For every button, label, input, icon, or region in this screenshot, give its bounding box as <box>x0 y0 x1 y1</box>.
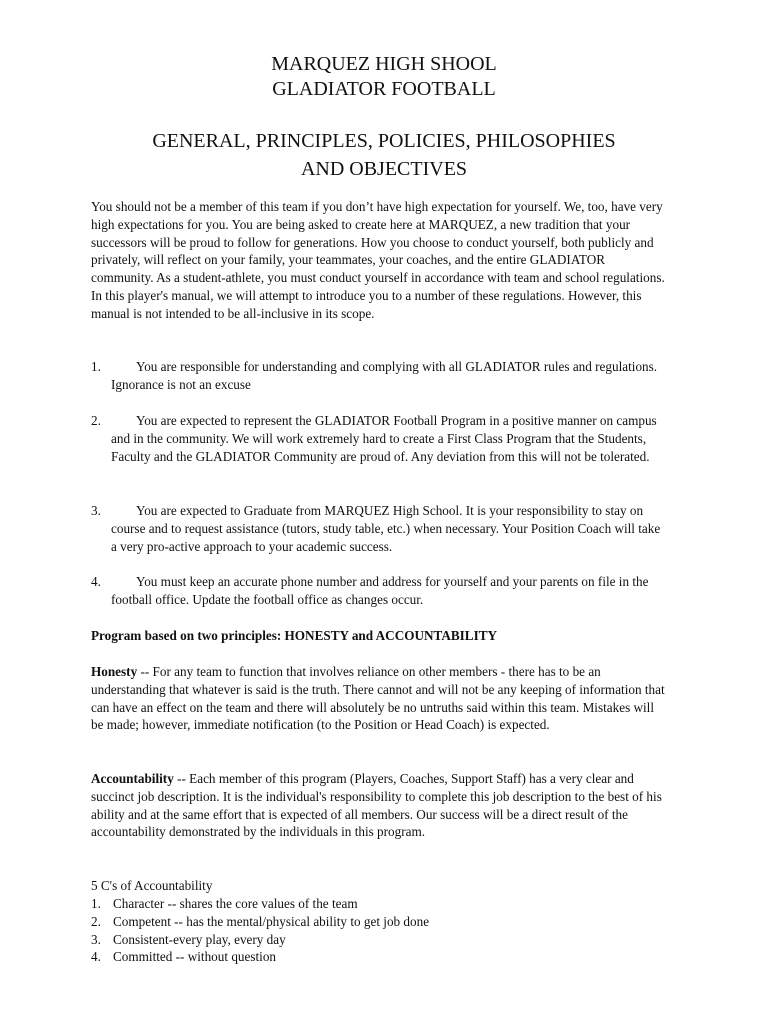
accountability-paragraph <box>91 770 667 841</box>
list-item <box>91 895 667 913</box>
accountability-text: -- Each member of this program (Players, Coaches, Support Staff) has a very clear and succinct job description. It is the individual's responsibility to complete this job description to the best of his ability and at the same effort that is expected of all members. Our success will be a direct result of the accountability demonstrated by the individuals in this program. <box>91 771 662 840</box>
rule-number: 4. <box>91 574 101 589</box>
honesty-text: -- For any team to function that involves reliance on other members - there has to be an understanding that whatever is said is the truth. There cannot and will not be any keeping of information that can have an effect on the team and there will absolutely be no untruths said within this team. Mistakes will be made; however, immediate notification (to the Position or Head Coach) is expected. <box>91 664 665 733</box>
five-cs-title: 5 C's of Accountability <box>91 878 213 893</box>
program-title: GLADIATOR FOOTBALL <box>272 78 496 100</box>
principles-heading: Program based on two principles: HONESTY and ACCOUNTABILITY <box>91 628 498 643</box>
accountability-term: Accountability <box>91 771 174 786</box>
list-number: 1. <box>91 896 101 911</box>
list-item <box>91 931 667 949</box>
list-item <box>91 913 667 931</box>
rule-item <box>91 358 667 394</box>
section-heading-line2: AND OBJECTIVES <box>300 158 468 180</box>
rule-text: You are expected to represent the GLADIATOR Football Program in a positive manner on campus and in the community. We will work extremely hard to create a First Class Program that the Students, Faculty and the GLADIATOR Community are proud of. Any deviation from this will not be tolerated. <box>111 413 657 464</box>
list-text: Competent -- has the mental/physical ability to get job done <box>113 913 430 929</box>
list-number: 4. <box>91 949 101 965</box>
school-title: MARQUEZ HIGH SHOOL <box>271 53 497 75</box>
section-heading-line1: GENERAL, PRINCIPLES, POLICIES, PHILOSOPHIES <box>152 130 616 152</box>
rule-item <box>91 573 667 609</box>
rule-text: You are responsible for understanding and complying with all GLADIATOR rules and regulations. Ignorance is not an excuse <box>111 359 658 392</box>
list-text: Committed -- without question <box>113 949 277 965</box>
list-text: Character -- shares the core values of the team <box>113 896 358 911</box>
intro-paragraph: You should not be a member of this team if you don’t have high expectation for yourself. We, too, have very high expectations for you. You are being asked to create here at MARQUEZ, a new tradition that your successors will be proud to follow for generations. How you choose to conduct yourself, both publicly and privately, will reflect on your family, your teammates, your coaches, and the entire GLADIATOR community. As a student-athlete, you must conduct yourself in accordance with team and school regulations. In this player's manual, we will attempt to introduce you to a number of these regulations. However, this manual is not intended to be all-inclusive in its scope. <box>91 199 665 321</box>
rule-number: 2. <box>91 413 101 428</box>
five-cs-list <box>91 895 667 966</box>
rule-item <box>91 502 667 555</box>
rule-item <box>91 412 667 465</box>
rule-number: 3. <box>91 503 101 518</box>
list-text: Consistent-every play, every day <box>113 931 286 947</box>
rule-text: You must keep an accurate phone number and address for yourself and your parents on file in the football office. Update the football office as changes occur. <box>111 574 649 607</box>
honesty-paragraph <box>91 663 667 734</box>
rule-number: 1. <box>91 359 101 374</box>
rule-text: You are expected to Graduate from MARQUEZ High School. It is your responsibility to stay on course and to request assistance (tutors, study table, etc.) when necessary. Your Position Coach will take a very pro-active approach to your academic success. <box>111 503 661 554</box>
honesty-term: Honesty <box>91 664 138 679</box>
list-number: 2. <box>91 913 101 929</box>
list-number: 3. <box>91 931 101 947</box>
list-item <box>91 948 667 966</box>
